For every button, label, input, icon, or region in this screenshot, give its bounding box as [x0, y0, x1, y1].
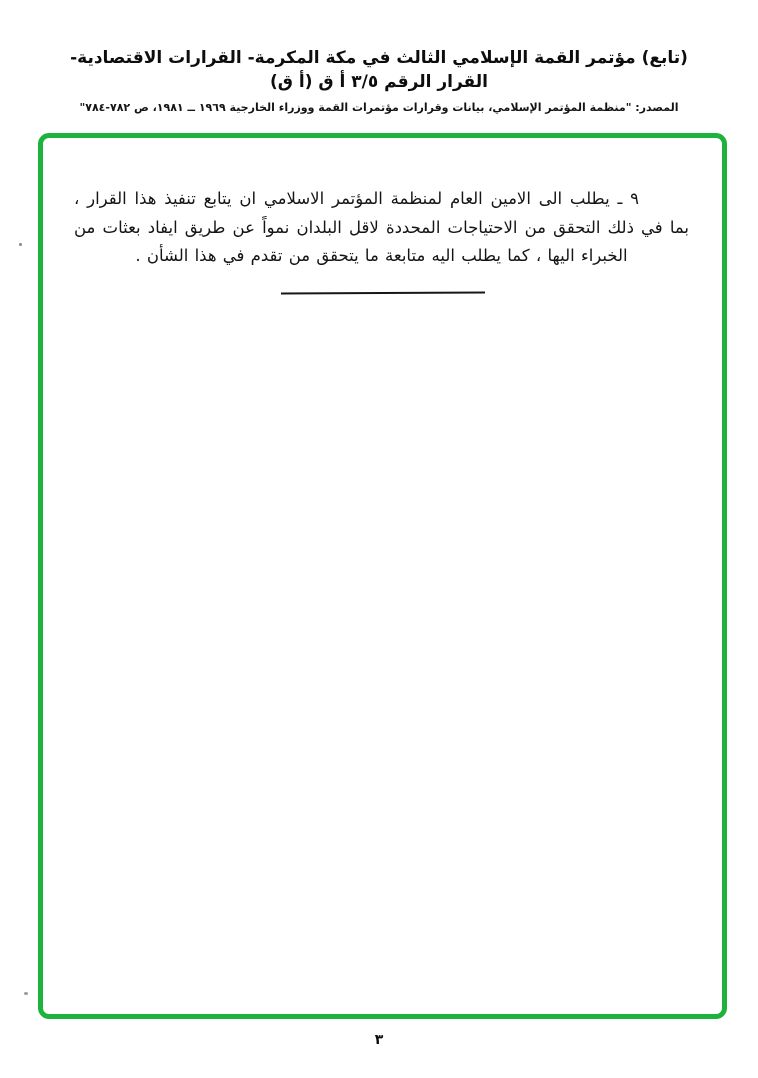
scan-artifact-dot	[19, 243, 22, 246]
section-divider-rule	[280, 291, 484, 294]
scan-artifact-dot	[24, 992, 28, 995]
document-header	[0, 46, 758, 114]
page-number: ٣	[374, 1032, 384, 1048]
source-citation-line: المصدر: "منظمة المؤتمر الإسلامي، بيانات وقرارات مؤتمرات القمة ووزراء الخارجية ١٩٦٩ ــ ١٩٨١، ص ٧٨٢-٧٨٤"	[79, 101, 679, 114]
resolution-clause-9-paragraph: ٩ ـ يطلب الى الامين العام لمنظمة المؤتمر الاسلامي ان يتابع تنفيذ هذا القرار ، بما في ذلك التحقق من الاحتياجات المحددة لاقل البلدان نمواً عن طريق ايفاد بعثات من الخبراء اليها ، كما يطلب اليه متابعة ما يتحقق من تقدم في هذا الشأن .	[74, 189, 689, 265]
document-title: (تابع) مؤتمر القمة الإسلامي الثالث في مكة المكرمة- القرارات الاقتصادية- القرار الرقم ٣/٥ أ ق (أ ق)	[70, 48, 688, 92]
content-frame-border	[38, 133, 727, 1019]
